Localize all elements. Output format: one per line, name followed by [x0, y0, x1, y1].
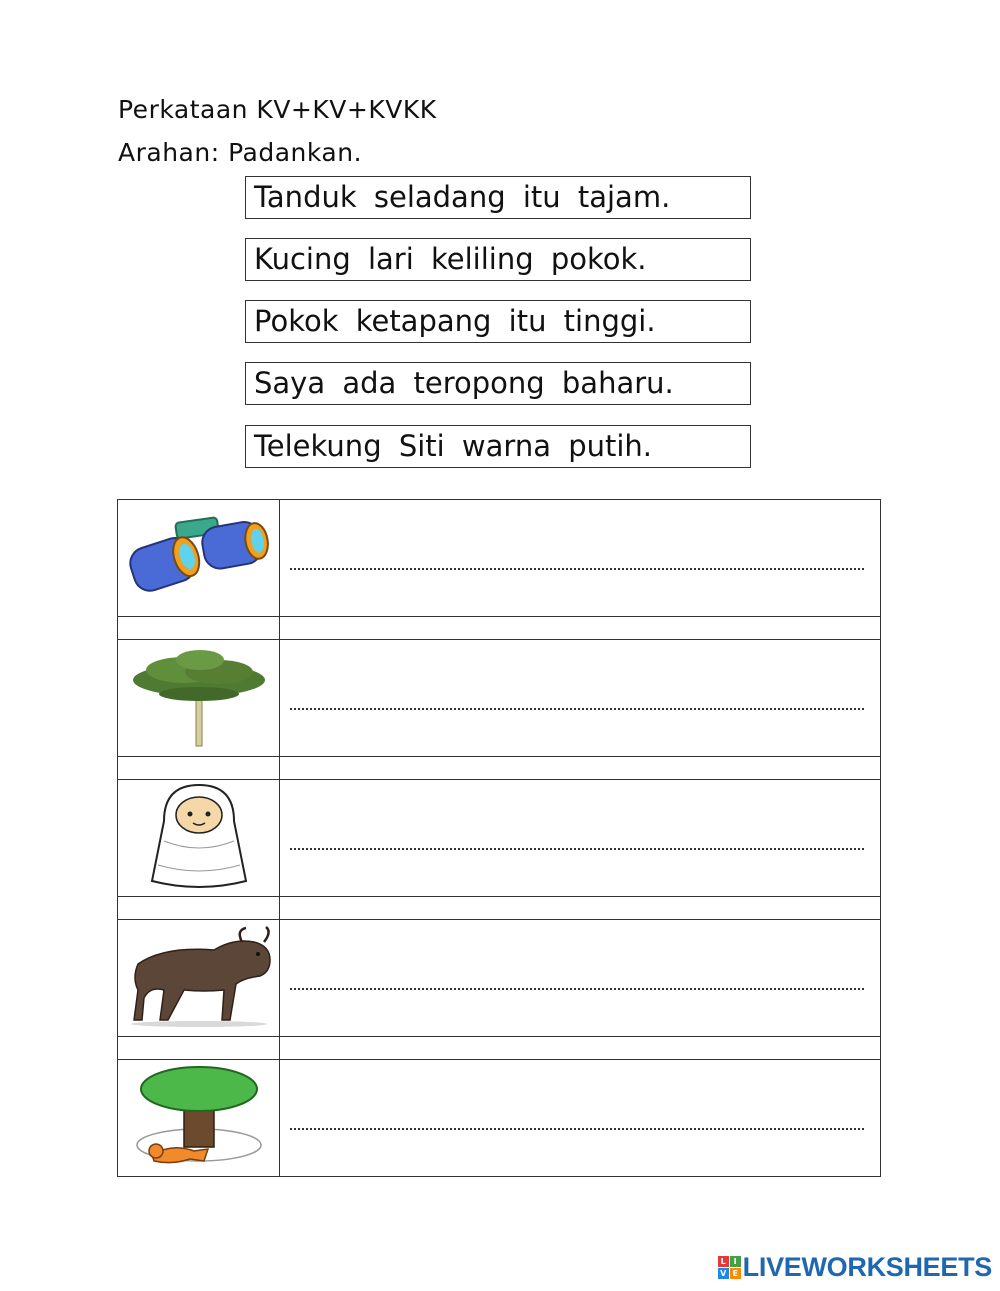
- answer-cell[interactable]: [280, 500, 881, 617]
- worksheet-title: Perkataan KV+KV+KVKK: [118, 95, 437, 124]
- answer-cell[interactable]: [280, 779, 881, 896]
- seladang-icon: [124, 924, 274, 1028]
- spacer-row: [118, 897, 881, 919]
- picture-cell: [118, 779, 280, 896]
- picture-cell: [118, 1059, 280, 1177]
- spacer-row: [118, 1037, 881, 1059]
- picture-cell: [118, 919, 280, 1036]
- binoculars-icon: [124, 506, 274, 606]
- word-card[interactable]: Saya ada teropong baharu.: [245, 362, 751, 405]
- answer-line: [290, 702, 864, 710]
- answer-cell[interactable]: [280, 919, 881, 1036]
- table-row: [118, 639, 881, 756]
- answer-cell[interactable]: [280, 639, 881, 756]
- picture-cell: [118, 500, 280, 617]
- answer-cell[interactable]: [280, 1059, 881, 1177]
- table-row: [118, 1059, 881, 1177]
- word-card[interactable]: Tanduk seladang itu tajam.: [245, 176, 751, 219]
- picture-cell: [118, 639, 280, 756]
- answer-line: [290, 982, 864, 990]
- cat-under-tree-icon: [124, 1061, 274, 1171]
- word-card[interactable]: Pokok ketapang itu tinggi.: [245, 300, 751, 343]
- word-card[interactable]: Telekung Siti warna putih.: [245, 425, 751, 468]
- table-row: [118, 500, 881, 617]
- tree-icon: [124, 644, 274, 748]
- spacer-row: [118, 757, 881, 779]
- table-row: [118, 919, 881, 1036]
- worksheet-instruction: Arahan: Padankan.: [118, 138, 363, 167]
- liveworksheets-logo: [718, 1252, 992, 1283]
- answer-table: [117, 499, 881, 1177]
- answer-line: [290, 842, 864, 850]
- table-row: [118, 779, 881, 896]
- spacer-row: [118, 617, 881, 639]
- word-card[interactable]: Kucing lari keliling pokok.: [245, 238, 751, 281]
- logo-wordmark: LIVEWORKSHEETS: [742, 1252, 992, 1282]
- girl-in-telekung-icon: [124, 781, 274, 891]
- logo-mark-icon: L I V E: [718, 1256, 741, 1279]
- answer-line: [290, 562, 864, 570]
- answer-line: [290, 1122, 864, 1130]
